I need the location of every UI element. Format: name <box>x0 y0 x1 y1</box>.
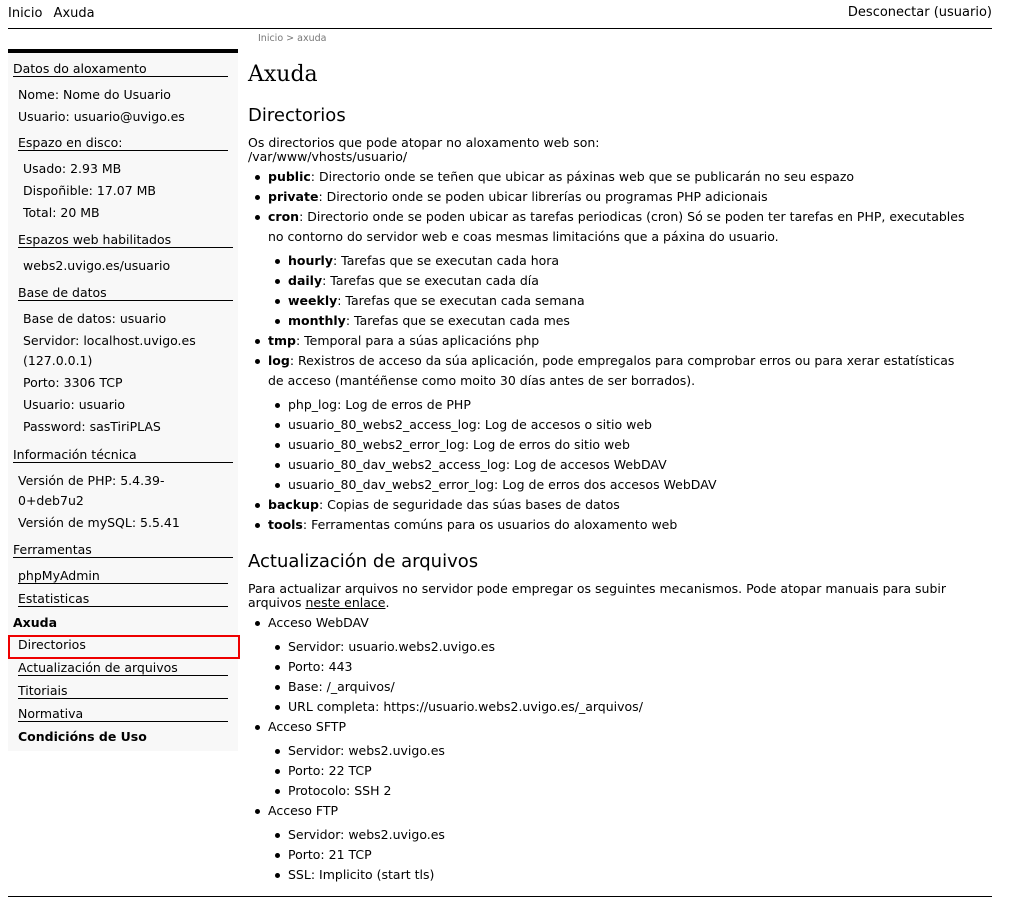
directories-intro: Os directorios que pode atopar no aloxamento web son: <box>248 135 600 150</box>
sidebar <box>8 49 238 751</box>
sidebar-disk-total: Total: 20 MB <box>23 205 100 220</box>
list-item-webdav-base: Base: /_arquivos/ <box>288 677 395 697</box>
sidebar-db-ip: (127.0.0.1) <box>23 353 93 368</box>
sidebar-db-heading: Base de datos <box>18 285 233 301</box>
manuals-link[interactable]: neste enlace <box>305 595 386 610</box>
sidebar-tech-heading: Información técnica <box>13 447 233 463</box>
list-item-weekly: weekly: Tarefas que se executan cada semana <box>288 291 585 311</box>
sidebar-disk-used: Usado: 2.93 MB <box>23 161 122 176</box>
list-item-dav-error-log: usuario_80_dav_webs2_error_log: Log de erros dos accesos WebDAV <box>288 475 717 495</box>
list-item-webdav-server: Servidor: usuario.webs2.uvigo.es <box>288 637 495 657</box>
list-item-php-log: php_log: Log de erros de PHP <box>288 395 471 415</box>
sidebar-mysql-version: Versión de mySQL: 5.5.41 <box>18 515 180 530</box>
page-title: Axuda <box>248 62 318 87</box>
sidebar-help-heading: Axuda <box>13 615 58 630</box>
list-item-access-log: usuario_80_webs2_access_log: Log de accesos o sitio web <box>288 415 652 435</box>
sidebar-link-tutorials[interactable]: Titoriais <box>18 683 228 699</box>
nav-home-link[interactable]: Inicio <box>8 6 43 21</box>
list-item-dav-access-log: usuario_80_dav_webs2_access_log: Log de accesos WebDAV <box>288 455 667 475</box>
sidebar-user: Usuario: usuario@uvigo.es <box>18 109 185 124</box>
list-item-daily: daily: Tarefas que se executan cada día <box>288 271 539 291</box>
sidebar-db-name: Base de datos: usuario <box>23 311 167 326</box>
list-item-sftp-server: Servidor: webs2.uvigo.es <box>288 741 445 761</box>
sidebar-php-version-cont: 0+deb7u2 <box>18 493 84 508</box>
list-item-ftp-server: Servidor: webs2.uvigo.es <box>288 825 445 845</box>
sidebar-link-rules[interactable]: Normativa <box>18 706 228 722</box>
directories-path: /var/www/vhosts/usuario/ <box>248 149 408 164</box>
sidebar-disk-heading: Espazo en disco: <box>18 135 228 151</box>
list-item-sftp-protocol: Protocolo: SSH 2 <box>288 781 391 801</box>
list-item-hourly: hourly: Tarefas que se executan cada hora <box>288 251 559 271</box>
list-item-backup: backup: Copias de seguridade das súas bases de datos <box>268 495 620 515</box>
list-item-sftp: Acceso SFTP <box>268 717 346 737</box>
sidebar-web-item: webs2.uvigo.es/usuario <box>23 258 171 273</box>
sidebar-link-file-update[interactable]: Actualización de arquivos <box>18 660 228 676</box>
sidebar-php-version: Versión de PHP: 5.4.39- <box>18 473 165 488</box>
directories-heading: Directorios <box>248 105 346 126</box>
list-item-webdav-url: URL completa: https://usuario.webs2.uvigo.es/_arquivos/ <box>288 697 643 717</box>
logout-link[interactable]: Desconectar (usuario) <box>847 5 992 20</box>
sidebar-link-statistics[interactable]: Estatisticas <box>18 591 228 607</box>
list-item-ftp: Acceso FTP <box>268 801 338 821</box>
sidebar-tools-heading: Ferramentas <box>13 542 233 558</box>
list-item-cron: cron: Directorio onde se poden ubicar as tarefas periodicas (cron) Só se poden ter tarefas en PHP, executables <box>268 207 964 227</box>
sidebar-disk-free: Dispoñible: 17.07 MB <box>23 183 156 198</box>
sidebar-link-directories[interactable]: Directorios <box>10 637 238 657</box>
file-update-intro-cont: arquivos neste enlace. <box>248 595 390 610</box>
sidebar-hosting-heading: Datos do aloxamento <box>13 61 228 77</box>
list-item-ftp-ssl: SSL: Implicito (start tls) <box>288 865 434 885</box>
list-item-tools: tools: Ferramentas comúns para os usuarios do aloxamento web <box>268 515 677 535</box>
list-item-log: log: Rexistros de acceso da súa aplicación, pode empregalos para comprobar erros ou para xerar estatísticas <box>268 351 954 371</box>
header-divider <box>8 28 992 29</box>
list-item-error-log: usuario_80_webs2_error_log: Log de erros do sitio web <box>288 435 630 455</box>
breadcrumb: Inicio > axuda <box>258 33 327 44</box>
list-item-private: private: Directorio onde se poden ubicar librerías ou programas PHP adicionais <box>268 187 768 207</box>
sidebar-db-user: Usuario: usuario <box>23 397 125 412</box>
sidebar-link-phpmyadmin[interactable]: phpMyAdmin <box>18 568 228 584</box>
file-update-intro: Para actualizar arquivos no servidor pode empregar os seguintes mecanismos. Pode atopar manuais para subir <box>248 581 946 596</box>
list-item-tmp: tmp: Temporal para a súas aplicacións php <box>268 331 539 351</box>
list-item-webdav: Acceso WebDAV <box>268 613 369 633</box>
sidebar-web-heading: Espazos web habilitados <box>18 232 233 248</box>
nav-help-link[interactable]: Axuda <box>53 6 95 21</box>
list-item-ftp-port: Porto: 21 TCP <box>288 845 372 865</box>
list-item-public: public: Directorio onde se teñen que ubicar as páxinas web que se publicarán no seu espazo <box>268 167 854 187</box>
list-item-cron-cont: no contorno do servidor web e coas mesmas limitacións que a páxina do usuario. <box>268 229 779 244</box>
sidebar-link-terms[interactable]: Condicións de Uso <box>18 729 147 744</box>
sidebar-db-password: Password: sasTiriPLAS <box>23 419 161 434</box>
file-update-heading: Actualización de arquivos <box>248 551 479 572</box>
list-item-monthly: monthly: Tarefas que se executan cada mes <box>288 311 570 331</box>
sidebar-db-server: Servidor: localhost.uvigo.es <box>23 333 196 348</box>
sidebar-db-port: Porto: 3306 TCP <box>23 375 123 390</box>
list-item-webdav-port: Porto: 443 <box>288 657 352 677</box>
top-nav <box>8 6 102 21</box>
sidebar-name: Nome: Nome do Usuario <box>18 87 171 102</box>
list-item-log-cont: de acceso (mantéñense como moito 30 días antes de ser borrados). <box>268 373 696 388</box>
list-item-sftp-port: Porto: 22 TCP <box>288 761 372 781</box>
